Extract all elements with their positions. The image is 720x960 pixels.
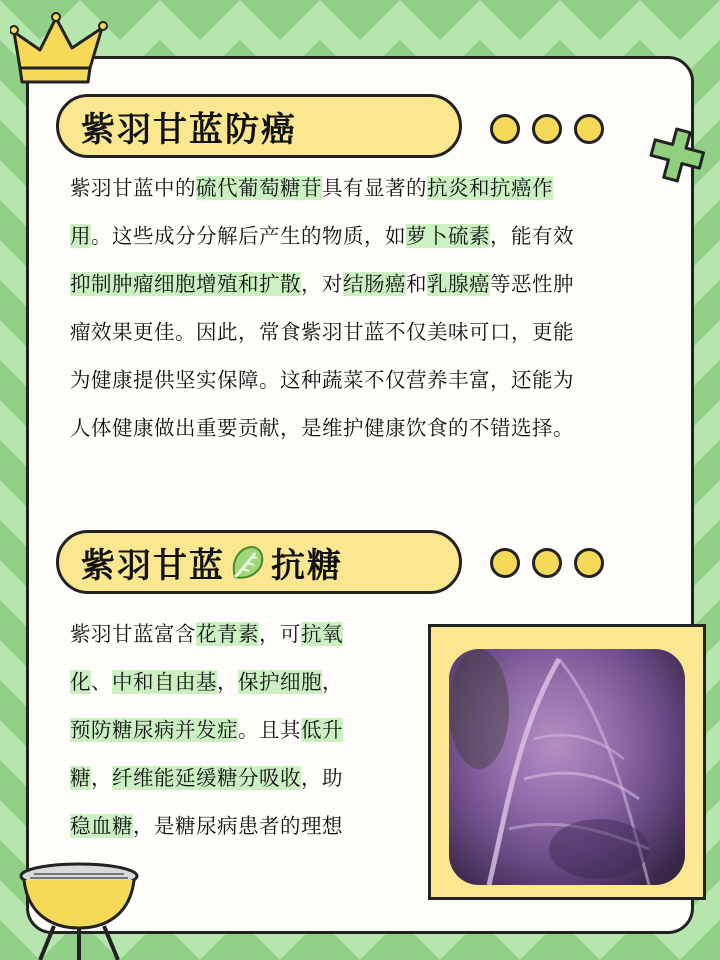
text-segment: 等恶性肿 bbox=[490, 272, 574, 296]
text-segment: ，对 bbox=[301, 272, 343, 296]
decor-dot bbox=[574, 114, 604, 144]
text-line bbox=[70, 658, 410, 706]
highlighted-text: 保护细胞 bbox=[238, 670, 322, 694]
highlighted-text: 结肠癌 bbox=[343, 272, 406, 296]
text-segment: ， bbox=[322, 670, 343, 694]
highlighted-text: 乳腺癌 bbox=[427, 272, 490, 296]
section1-paragraph bbox=[70, 164, 660, 452]
text-segment: 具有显著的 bbox=[322, 176, 427, 200]
highlighted-text: 抗氧 bbox=[301, 622, 343, 646]
text-line bbox=[70, 164, 660, 212]
text-segment: ，助 bbox=[301, 766, 343, 790]
decor-dot bbox=[574, 548, 604, 578]
cabbage-leaf-icon bbox=[229, 543, 267, 581]
highlighted-text: 用 bbox=[70, 224, 91, 248]
highlighted-text: 糖 bbox=[70, 766, 91, 790]
decor-dot bbox=[532, 548, 562, 578]
text-line bbox=[70, 260, 660, 308]
section2-title-part1: 紫羽甘蓝 bbox=[81, 545, 225, 586]
highlighted-text: 预防糖尿病并发症 bbox=[70, 718, 238, 742]
text-segment: 紫羽甘蓝富含 bbox=[70, 622, 196, 646]
text-line bbox=[70, 212, 660, 260]
grill-icon bbox=[14, 856, 144, 960]
highlighted-text: 抑制肿瘤细胞增殖和扩散 bbox=[70, 272, 301, 296]
highlighted-text: 纤维能延缓糖分吸收 bbox=[112, 766, 301, 790]
text-line bbox=[70, 308, 660, 356]
text-segment: 。且其 bbox=[238, 718, 301, 742]
text-segment: 瘤效果更佳。因此，常食紫羽甘蓝不仅美味可口，更能 bbox=[70, 320, 574, 344]
text-line bbox=[70, 706, 410, 754]
text-segment: ， bbox=[91, 766, 112, 790]
section1-dots bbox=[490, 114, 604, 144]
text-segment: 、 bbox=[91, 670, 112, 694]
section1-title-pill bbox=[56, 94, 462, 158]
text-line bbox=[70, 802, 410, 850]
highlighted-text: 化 bbox=[70, 670, 91, 694]
section2-title bbox=[81, 538, 343, 587]
photo-frame bbox=[428, 624, 706, 900]
text-line bbox=[70, 754, 410, 802]
section2-title-pill bbox=[56, 530, 462, 594]
highlighted-text: 抗炎和抗癌作 bbox=[427, 176, 553, 200]
text-segment: ，能有效 bbox=[490, 224, 574, 248]
text-line bbox=[70, 356, 660, 404]
section2-dots bbox=[490, 548, 604, 578]
text-segment: ，是糖尿病患者的理想 bbox=[133, 814, 343, 838]
decor-dot bbox=[490, 548, 520, 578]
highlighted-text: 硫代葡萄糖苷 bbox=[196, 176, 322, 200]
crown-icon bbox=[10, 10, 110, 94]
text-segment: ，可 bbox=[259, 622, 301, 646]
text-segment: 为健康提供坚实保障。这种蔬菜不仅营养丰富，还能为 bbox=[70, 368, 574, 392]
text-segment: 和 bbox=[406, 272, 427, 296]
decor-dot bbox=[532, 114, 562, 144]
section2-paragraph bbox=[70, 610, 410, 898]
text-segment: 人体健康做出重要贡献，是维护健康饮食的不错选择。 bbox=[70, 416, 574, 440]
highlighted-text: 花青素 bbox=[196, 622, 259, 646]
highlighted-text: 萝卜硫素 bbox=[406, 224, 490, 248]
decor-dot bbox=[490, 114, 520, 144]
cabbage-leaf-veins bbox=[449, 649, 685, 885]
highlighted-text: 中和自由基 bbox=[112, 670, 217, 694]
highlighted-text: 稳血糖 bbox=[70, 814, 133, 838]
purple-cabbage-photo bbox=[449, 649, 685, 885]
text-segment: 。这些成分分解后产生的物质，如 bbox=[91, 224, 406, 248]
text-line bbox=[70, 610, 410, 658]
section2-title-part2: 抗糖 bbox=[271, 545, 343, 586]
text-segment: ， bbox=[217, 670, 238, 694]
section1-title: 紫羽甘蓝防癌 bbox=[81, 109, 297, 150]
highlighted-text: 低升 bbox=[301, 718, 343, 742]
text-segment: 紫羽甘蓝中的 bbox=[70, 176, 196, 200]
text-line bbox=[70, 404, 660, 452]
